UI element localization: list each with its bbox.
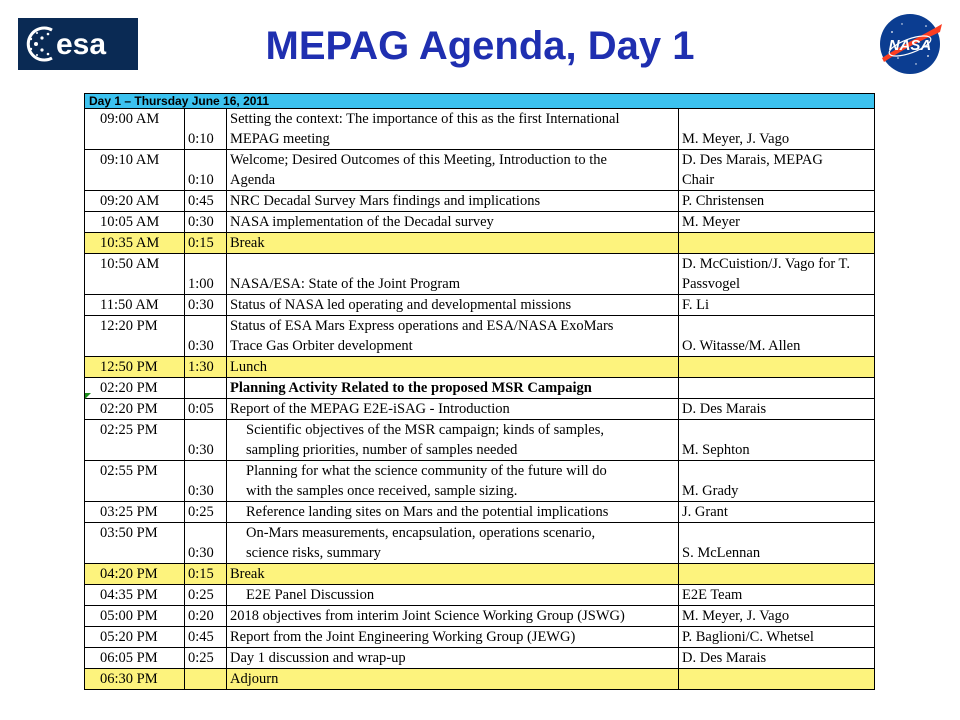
duration-cell: 0:45 bbox=[185, 627, 227, 648]
time-cell: 12:50 PM bbox=[85, 357, 185, 378]
speaker-cell bbox=[679, 627, 875, 648]
speaker-cell bbox=[679, 357, 875, 378]
topic-cell bbox=[227, 295, 679, 316]
duration-cell bbox=[185, 669, 227, 690]
agenda-row bbox=[85, 399, 875, 420]
time-cell: 09:00 AM bbox=[85, 109, 185, 150]
agenda-row bbox=[85, 109, 875, 150]
speaker-line: D. McCuistion/J. Vago for T. bbox=[682, 256, 850, 272]
speaker-line: J. Grant bbox=[682, 504, 728, 520]
topic-line: Scientific objectives of the MSR campaign; kinds of samples, bbox=[246, 422, 605, 438]
duration-cell: 0:30 bbox=[185, 295, 227, 316]
speaker-cell bbox=[679, 212, 875, 233]
esa-logo bbox=[18, 18, 138, 70]
speaker-cell bbox=[679, 606, 875, 627]
time-cell: 02:20 PM bbox=[85, 399, 185, 420]
cell-comment-marker bbox=[85, 393, 91, 399]
time-cell: 06:30 PM bbox=[85, 669, 185, 690]
agenda-row bbox=[85, 669, 875, 690]
time-cell: 02:25 PM bbox=[85, 420, 185, 461]
speaker-line bbox=[682, 523, 871, 543]
time-cell: 10:35 AM bbox=[85, 233, 185, 254]
topic-cell bbox=[227, 627, 679, 648]
speaker-line: M. Sephton bbox=[682, 442, 750, 458]
duration-cell: 1:30 bbox=[185, 357, 227, 378]
nasa-logo-text: NASA bbox=[888, 37, 932, 54]
time-cell: 02:20 PM bbox=[85, 378, 185, 399]
agenda-row bbox=[85, 461, 875, 502]
duration-cell: 0:25 bbox=[185, 648, 227, 669]
topic-line bbox=[230, 254, 675, 274]
topic-cell bbox=[227, 357, 679, 378]
agenda-row bbox=[85, 357, 875, 378]
speaker-line bbox=[682, 420, 871, 440]
topic-cell bbox=[227, 109, 679, 150]
speaker-line: M. Meyer bbox=[682, 214, 740, 230]
agenda-row bbox=[85, 502, 875, 523]
topic-cell bbox=[227, 254, 679, 295]
agenda-table bbox=[84, 93, 875, 690]
agenda-row bbox=[85, 627, 875, 648]
speaker-cell bbox=[679, 316, 875, 357]
speaker-line: P. Baglioni/C. Whetsel bbox=[682, 629, 814, 645]
topic-cell bbox=[227, 150, 679, 191]
time-cell: 09:20 AM bbox=[85, 191, 185, 212]
speaker-line bbox=[682, 109, 871, 129]
topic-line: Break bbox=[230, 566, 265, 582]
duration-cell: 0:05 bbox=[185, 399, 227, 420]
agenda-row bbox=[85, 585, 875, 606]
duration-cell: 0:15 bbox=[185, 233, 227, 254]
esa-logo-text: esa bbox=[56, 28, 107, 61]
topic-cell bbox=[227, 585, 679, 606]
speaker-cell bbox=[679, 254, 875, 295]
speaker-line bbox=[682, 378, 871, 398]
topic-cell bbox=[227, 523, 679, 564]
page-title: MEPAG Agenda, Day 1 bbox=[265, 24, 695, 68]
duration-cell: 1:00 bbox=[185, 254, 227, 295]
speaker-line: M. Grady bbox=[682, 483, 739, 499]
topic-line: NASA implementation of the Decadal survey bbox=[230, 214, 494, 230]
time-cell: 06:05 PM bbox=[85, 648, 185, 669]
speaker-line bbox=[682, 316, 871, 336]
topic-line: Lunch bbox=[230, 359, 268, 375]
topic-cell bbox=[227, 669, 679, 690]
time-cell: 09:10 AM bbox=[85, 150, 185, 191]
agenda-row bbox=[85, 191, 875, 212]
speaker-line bbox=[682, 564, 871, 584]
topic-line: Adjourn bbox=[230, 671, 279, 687]
speaker-line: P. Christensen bbox=[682, 193, 765, 209]
agenda-row bbox=[85, 295, 875, 316]
agenda-row bbox=[85, 564, 875, 585]
topic-line: Report from the Joint Engineering Working Group (JEWG) bbox=[230, 629, 576, 645]
speaker-cell bbox=[679, 109, 875, 150]
duration-cell: 0:45 bbox=[185, 191, 227, 212]
speaker-line: D. Des Marais bbox=[682, 650, 767, 666]
speaker-line: M. Meyer, J. Vago bbox=[682, 131, 790, 147]
speaker-cell bbox=[679, 461, 875, 502]
speaker-cell bbox=[679, 523, 875, 564]
topic-cell bbox=[227, 502, 679, 523]
duration-cell: 0:30 bbox=[185, 212, 227, 233]
time-cell: 10:05 AM bbox=[85, 212, 185, 233]
duration-cell: 0:20 bbox=[185, 606, 227, 627]
speaker-cell bbox=[679, 295, 875, 316]
topic-cell bbox=[227, 420, 679, 461]
duration-cell: 0:30 bbox=[185, 420, 227, 461]
agenda-row bbox=[85, 212, 875, 233]
agenda-row bbox=[85, 150, 875, 191]
topic-line: with the samples once received, sample sizing. bbox=[246, 483, 518, 499]
time-cell: 11:50 AM bbox=[85, 295, 185, 316]
agenda-row bbox=[85, 606, 875, 627]
speaker-line bbox=[682, 461, 871, 481]
duration-cell: 0:25 bbox=[185, 585, 227, 606]
topic-line: E2E Panel Discussion bbox=[246, 587, 375, 603]
speaker-cell bbox=[679, 150, 875, 191]
topic-line: Status of ESA Mars Express operations and ESA/NASA ExoMars bbox=[230, 318, 614, 334]
duration-cell: 0:30 bbox=[185, 461, 227, 502]
speaker-line: F. Li bbox=[682, 297, 710, 313]
agenda-row bbox=[85, 316, 875, 357]
time-cell: 02:55 PM bbox=[85, 461, 185, 502]
speaker-line: O. Witasse/M. Allen bbox=[682, 338, 801, 354]
topic-line: Status of NASA led operating and developmental missions bbox=[230, 297, 572, 313]
speaker-cell bbox=[679, 648, 875, 669]
topic-line: 2018 objectives from interim Joint Science Working Group (JSWG) bbox=[230, 608, 625, 624]
speaker-line bbox=[682, 669, 871, 689]
speaker-cell bbox=[679, 502, 875, 523]
time-cell: 03:50 PM bbox=[85, 523, 185, 564]
topic-line: Planning for what the science community of the future will do bbox=[246, 463, 607, 479]
day-header-row bbox=[85, 94, 875, 109]
nasa-meatball-icon bbox=[878, 12, 944, 76]
duration-cell bbox=[185, 378, 227, 399]
speaker-cell bbox=[679, 233, 875, 254]
duration-cell: 0:10 bbox=[185, 150, 227, 191]
time-cell: 04:35 PM bbox=[85, 585, 185, 606]
time-cell: 12:20 PM bbox=[85, 316, 185, 357]
nasa-logo bbox=[878, 12, 944, 76]
agenda-row bbox=[85, 233, 875, 254]
agenda-row bbox=[85, 648, 875, 669]
topic-line: NRC Decadal Survey Mars findings and implications bbox=[230, 193, 541, 209]
topic-line: science risks, summary bbox=[246, 545, 381, 561]
topic-line: Trace Gas Orbiter development bbox=[230, 338, 413, 354]
duration-cell: 0:30 bbox=[185, 316, 227, 357]
agenda-row bbox=[85, 523, 875, 564]
speaker-cell bbox=[679, 378, 875, 399]
topic-cell bbox=[227, 564, 679, 585]
speaker-line: E2E Team bbox=[682, 587, 743, 603]
topic-cell bbox=[227, 212, 679, 233]
topic-line: Break bbox=[230, 235, 265, 251]
topic-line: Setting the context: The importance of this as the first International bbox=[230, 111, 620, 127]
topic-cell bbox=[227, 648, 679, 669]
speaker-line bbox=[682, 357, 871, 377]
speaker-cell bbox=[679, 191, 875, 212]
speaker-cell bbox=[679, 585, 875, 606]
topic-line: Report of the MEPAG E2E-iSAG - Introduction bbox=[230, 401, 510, 417]
agenda-row bbox=[85, 420, 875, 461]
topic-line: On-Mars measurements, encapsulation, operations scenario, bbox=[246, 525, 596, 541]
speaker-line: D. Des Marais bbox=[682, 401, 767, 417]
topic-line: sampling priorities, number of samples needed bbox=[246, 442, 518, 458]
topic-line: Agenda bbox=[230, 172, 276, 188]
time-cell: 03:25 PM bbox=[85, 502, 185, 523]
topic-line: Day 1 discussion and wrap-up bbox=[230, 650, 406, 666]
topic-cell bbox=[227, 461, 679, 502]
topic-line: Planning Activity Related to the proposed MSR Campaign bbox=[230, 380, 592, 396]
topic-cell bbox=[227, 191, 679, 212]
topic-line: Reference landing sites on Mars and the potential implications bbox=[246, 504, 609, 520]
topic-line: Welcome; Desired Outcomes of this Meeting, Introduction to the bbox=[230, 152, 607, 168]
day-header: Day 1 – Thursday June 16, 2011 bbox=[85, 94, 875, 109]
time-cell: 04:20 PM bbox=[85, 564, 185, 585]
speaker-line: D. Des Marais, MEPAG bbox=[682, 152, 823, 168]
topic-cell bbox=[227, 378, 679, 399]
time-cell: 10:50 AM bbox=[85, 254, 185, 295]
speaker-line: S. McLennan bbox=[682, 545, 761, 561]
topic-cell bbox=[227, 606, 679, 627]
duration-cell: 0:30 bbox=[185, 523, 227, 564]
topic-line: MEPAG meeting bbox=[230, 131, 330, 147]
speaker-cell bbox=[679, 399, 875, 420]
speaker-cell bbox=[679, 669, 875, 690]
speaker-line: Chair bbox=[682, 172, 715, 188]
speaker-line: Passvogel bbox=[682, 276, 740, 292]
topic-line: NASA/ESA: State of the Joint Program bbox=[230, 276, 460, 292]
time-cell: 05:20 PM bbox=[85, 627, 185, 648]
duration-cell: 0:15 bbox=[185, 564, 227, 585]
topic-cell bbox=[227, 233, 679, 254]
topic-cell bbox=[227, 316, 679, 357]
agenda-row bbox=[85, 254, 875, 295]
speaker-line bbox=[682, 233, 871, 253]
agenda-row bbox=[85, 378, 875, 399]
speaker-cell bbox=[679, 564, 875, 585]
time-cell: 05:00 PM bbox=[85, 606, 185, 627]
topic-cell bbox=[227, 399, 679, 420]
duration-cell: 0:25 bbox=[185, 502, 227, 523]
speaker-cell bbox=[679, 420, 875, 461]
speaker-line: M. Meyer, J. Vago bbox=[682, 608, 790, 624]
esa-logo-icon bbox=[22, 22, 134, 66]
duration-cell: 0:10 bbox=[185, 109, 227, 150]
